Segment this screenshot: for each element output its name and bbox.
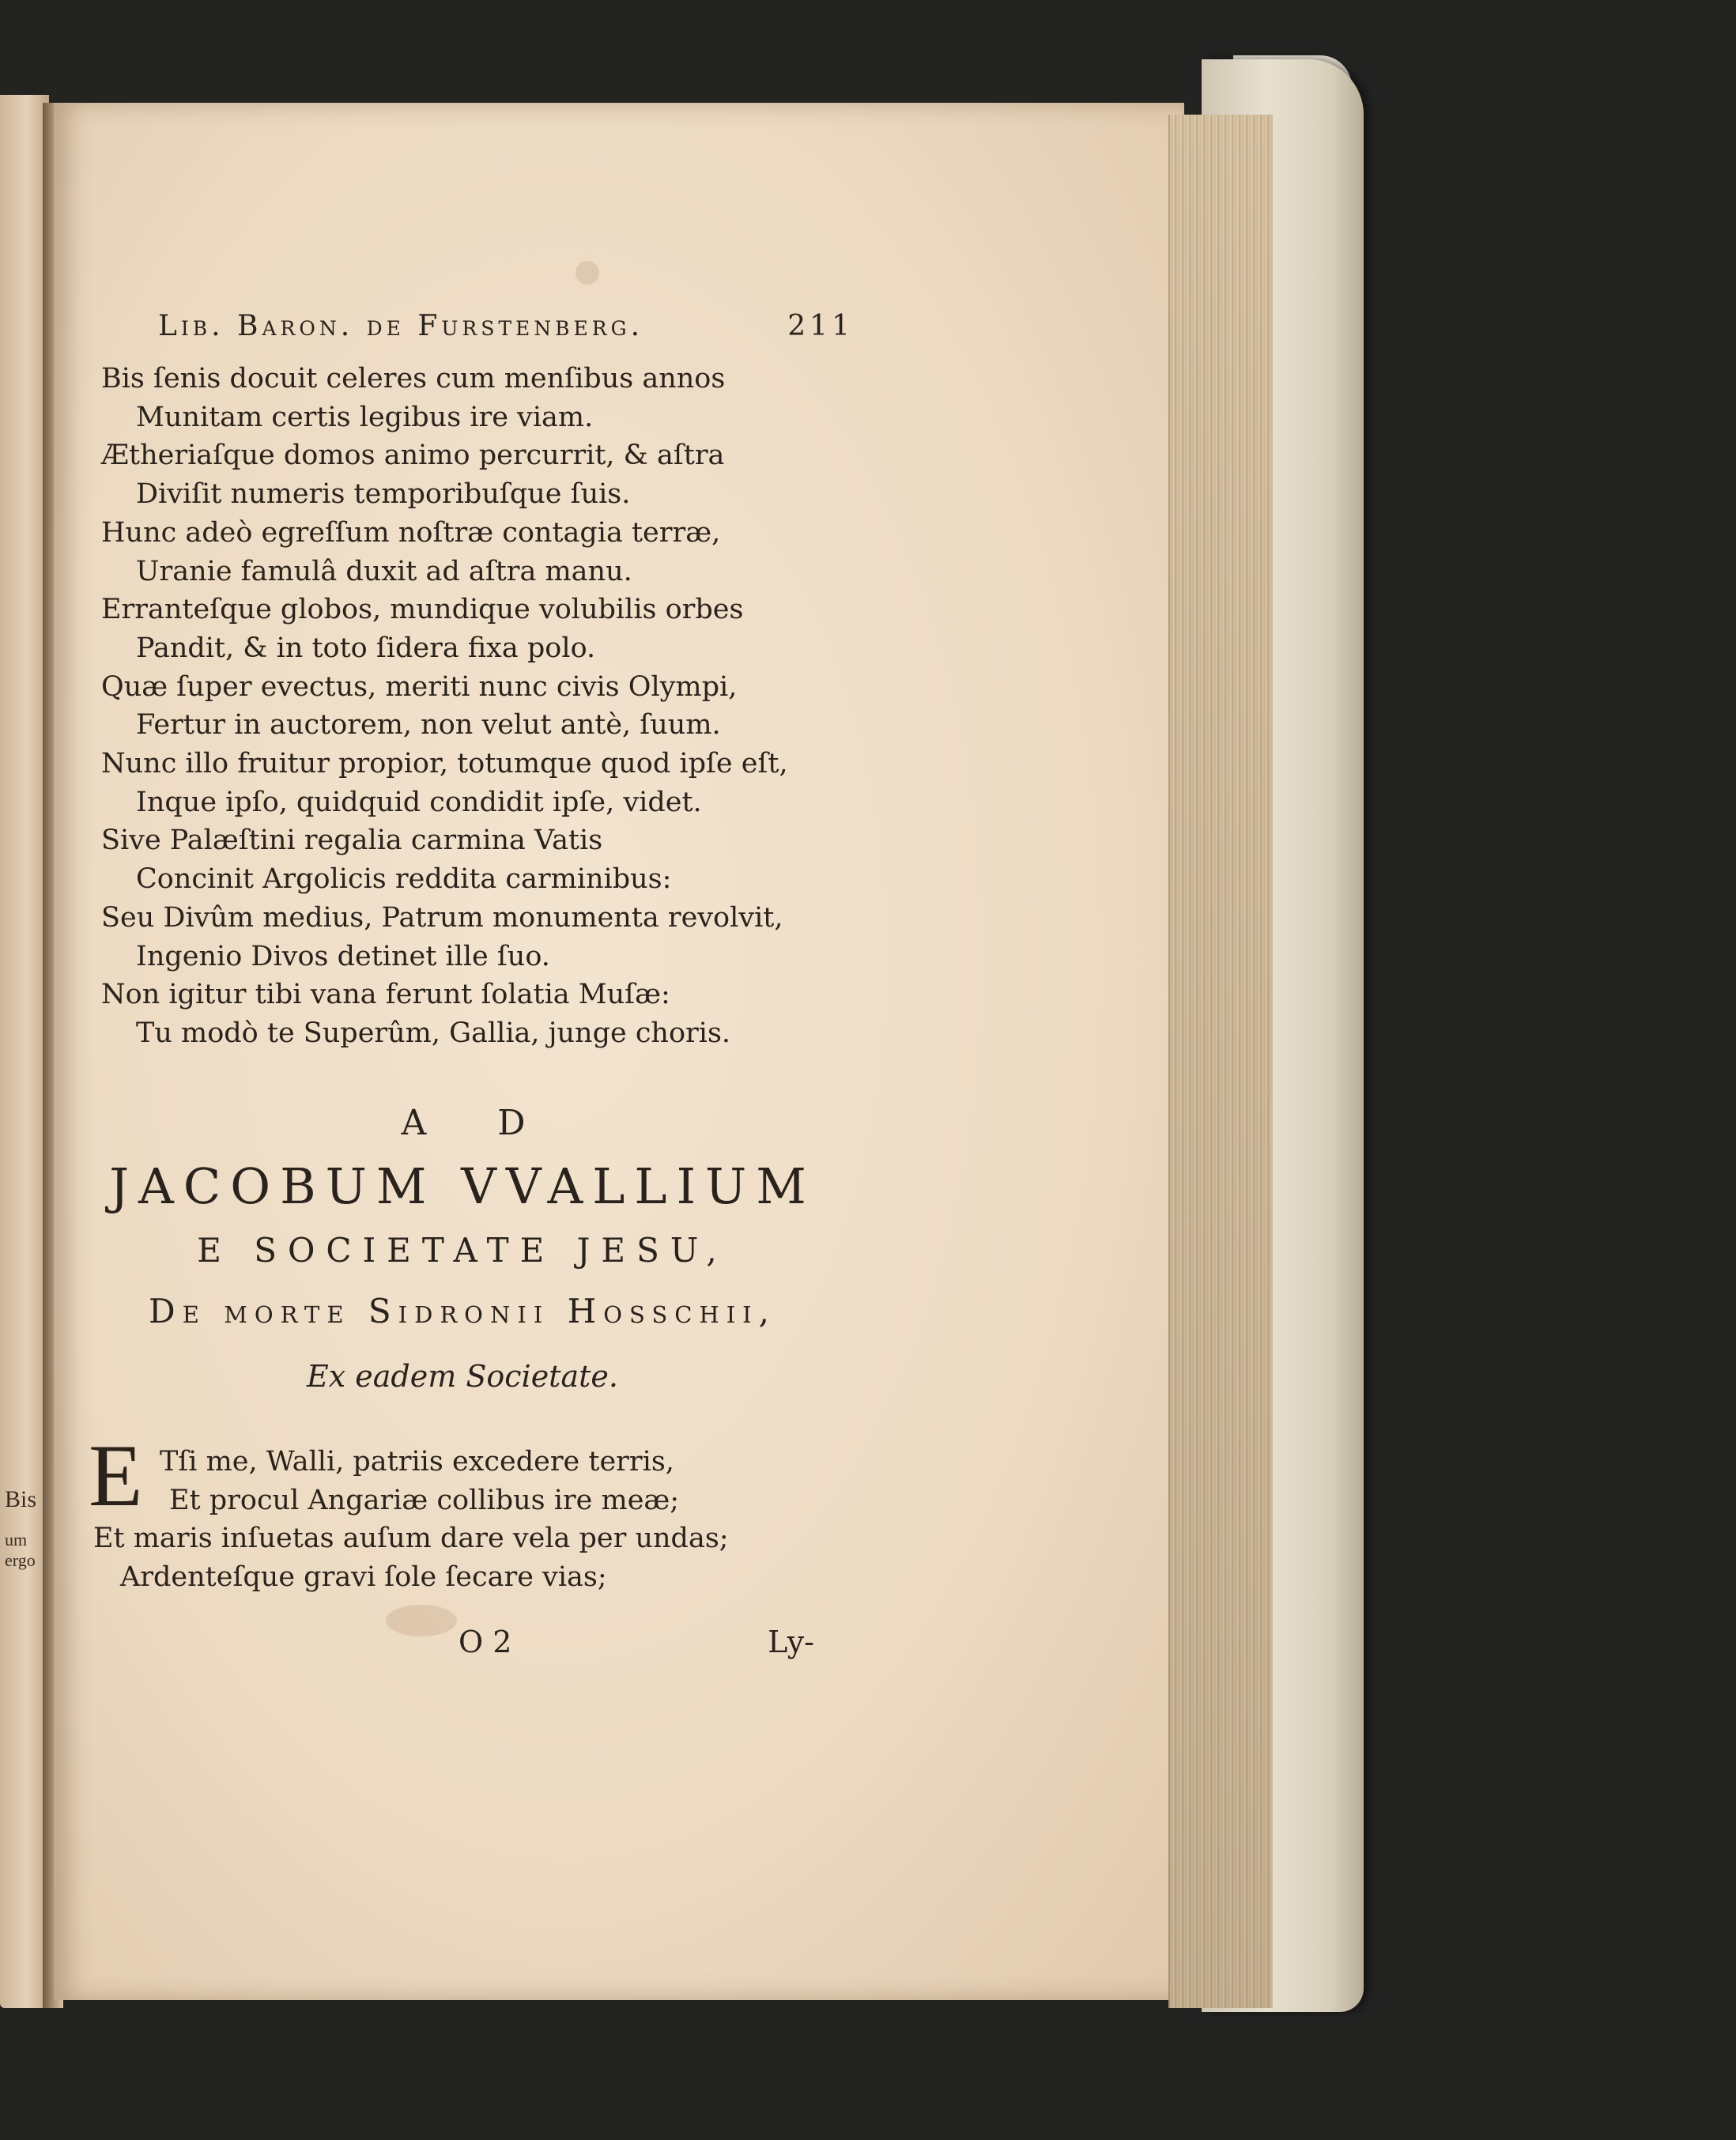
- verse-line: Nunc illo fruitur propior, totumque quod ipſe eſt,: [101, 748, 788, 780]
- verse-line: Non igitur tibi vana ferunt ſolatia Muſæ:: [101, 979, 670, 1011]
- poem-heading: [87, 1103, 838, 1394]
- verse-line: Pandit, & in toto ſidera fixa polo.: [136, 632, 596, 664]
- page-number: 211: [787, 310, 854, 342]
- heading-name: JACOBUM VVALLIUM: [109, 1157, 816, 1215]
- heading-ad: A D: [401, 1103, 556, 1143]
- heading-death: De morte Sidronii Hosschii,: [149, 1292, 776, 1330]
- running-head: [158, 310, 854, 342]
- verse-line: Hunc adeò egreſſum noſtræ contagia terræ,: [101, 516, 721, 549]
- left-page-fragment: um ergo: [5, 1530, 36, 1570]
- verse-line: Concinit Argolicis reddita carminibus:: [136, 863, 672, 896]
- signature-mark: O 2: [459, 1625, 512, 1659]
- left-page-fragment: Bis: [5, 1486, 37, 1512]
- verse-line: Ingenio Divos detinet ille ſuo.: [136, 940, 550, 972]
- verse-line: Tu modò te Superûm, Gallia, junge choris.: [136, 1017, 731, 1049]
- verse-line: Uranie famulâ duxit ad aſtra manu.: [136, 555, 632, 587]
- heading-subtitle: Ex eadem Societate.: [307, 1359, 618, 1394]
- catchword: Ly-: [768, 1625, 814, 1659]
- poem-line: Et procul Angariæ collibus ire meæ;: [169, 1484, 680, 1516]
- verse-line: Fertur in auctorem, non velut antè, ſuum.: [136, 709, 721, 742]
- poem-line: Et maris inſuetas auſum dare vela per undas;: [93, 1523, 729, 1554]
- verse-line: Munitam certis legibus ire viam.: [136, 401, 594, 433]
- verse-line: Diviſit numeris temporibuſque ſuis.: [136, 478, 631, 511]
- verse-line: Ætheriaſque domos animo percurrit, & aſtra: [101, 440, 725, 472]
- drop-cap: E: [89, 1427, 143, 1525]
- left-page-edge: [0, 95, 49, 2008]
- poem-block: [93, 1443, 852, 1596]
- poem-line: Ardenteſque gravi ſole ſecare vias;: [120, 1561, 607, 1593]
- verse-line: Bis ſenis docuit celeres cum menſibus annos: [101, 363, 726, 394]
- verse-line: Seu Divûm medius, Patrum monumenta revolvit,: [101, 901, 783, 934]
- verse-line: Inque ipſo, quidquid condidit ipſe, videt.: [136, 786, 702, 818]
- verse-block: [101, 360, 860, 1053]
- verse-line: Erranteſque globos, mundique volubilis orbes: [101, 594, 744, 626]
- heading-society: E SOCIETATE JESU,: [197, 1231, 728, 1270]
- verse-line: Sive Palæſtini regalia carmina Vatis: [101, 825, 603, 857]
- running-head-title: Lib. Baron. de Furstenberg.: [158, 310, 644, 342]
- page-footer: [459, 1625, 814, 1659]
- verse-line: Quæ ſuper evectus, meriti nunc civis Olympi,: [101, 670, 738, 703]
- poem-line: Tſi me, Walli, patriis excedere terris,: [160, 1446, 674, 1478]
